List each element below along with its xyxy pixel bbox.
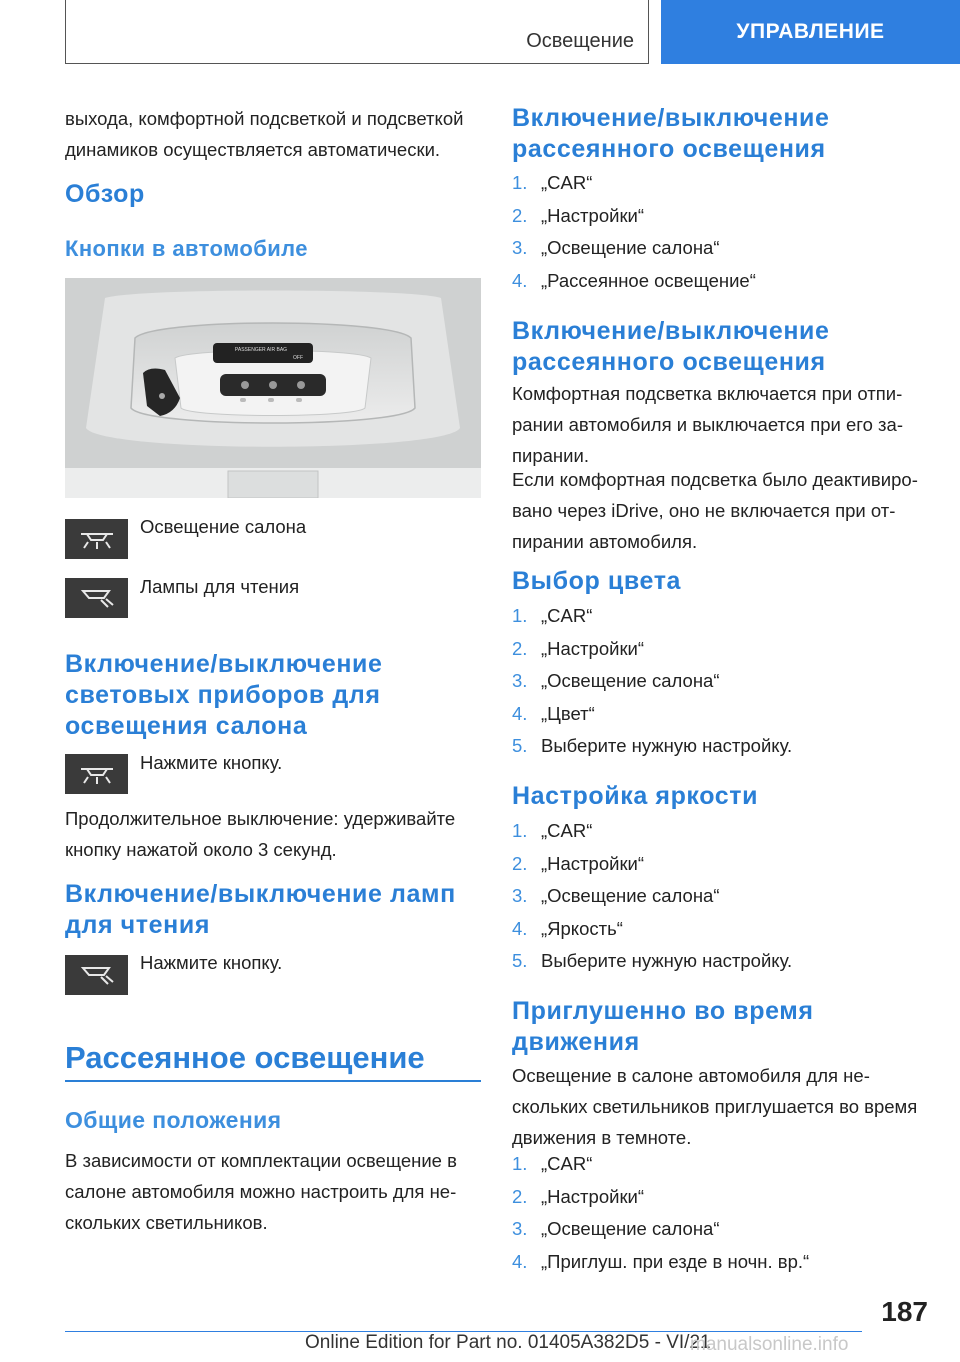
intro-text: выхода, комфортной подсветкой и подсветкой динамиков осуществляется автоматически.: [65, 108, 464, 160]
list-item: 5. Выберите нужную настройку.: [512, 735, 793, 756]
list-item: 1. „CAR“: [512, 820, 593, 841]
press-button-text-2: Нажмите кнопку.: [140, 952, 283, 973]
reading-lamp-heading: Включение/выключение ламп для чтения: [65, 880, 456, 939]
color-heading: Выбор цвета: [512, 567, 682, 595]
photo-label-off: OFF: [293, 355, 303, 361]
list-item: 1. „CAR“: [512, 1153, 593, 1174]
section-divider: [65, 1080, 481, 1082]
icon-label-interior-light: Освещение салона: [140, 516, 307, 537]
comfort-text-2: Если комфортная подсветка было деактивировано через iDrive, оно не включается при отпирании автомобиля.: [512, 469, 918, 552]
overview-heading: Обзор: [65, 180, 145, 208]
list-item: 3. „Освещение салона“: [512, 885, 720, 906]
brightness-heading: Настройка яркости: [512, 782, 759, 810]
chapter-tab[interactable]: УПРАВЛЕНИЕ: [661, 0, 960, 64]
color-steps: [512, 600, 932, 763]
list-item: 2. „Настройки“: [512, 204, 645, 226]
list-item: 1. „CAR“: [512, 172, 593, 193]
photo-label-passenger: PASSENGER AIR BAG: [234, 347, 288, 353]
dim-heading: Приглушенно во время движения: [512, 997, 814, 1056]
roof-console-photo: [65, 278, 481, 498]
list-item: 4. „Яркость“: [512, 917, 623, 939]
reading-lamp-icon: [65, 578, 128, 618]
list-item: 1. „CAR“: [512, 605, 593, 626]
section-title: Освещение: [526, 30, 634, 52]
press-button-text: Нажмите кнопку.: [140, 752, 283, 773]
interior-light-heading: Включение/выключение световых приборов для освещения салона: [65, 650, 383, 740]
comfort-text-1: Комфортная подсветка включается при отпирании автомобиля и выключается при его запирании.: [512, 383, 903, 466]
edition-text: Online Edition for Part no. 01405A382D5 - VI/21: [305, 1332, 711, 1353]
watermark: manualsonline.info: [690, 1334, 849, 1355]
general-text: В зависимости от комплектации освещение в салоне автомобиля можно настроить для нескольких светильников.: [65, 1150, 457, 1233]
ambient-heading: Рассеянное освещение: [65, 1040, 425, 1075]
list-item: 3. „Освещение салона“: [512, 237, 720, 258]
ambient-onoff-heading: Включение/выключение рассеянного освещения: [512, 104, 830, 163]
reading-lamp-icon: [65, 955, 128, 995]
general-heading: Общие положения: [65, 1107, 282, 1133]
page-number: 187: [881, 1296, 928, 1327]
list-item: 4. „Рассеянное освещение“: [512, 269, 756, 291]
list-item: 2. „Настройки“: [512, 637, 645, 659]
list-item: 4. „Приглуш. при езде в ночн. вр.“: [512, 1250, 810, 1272]
dim-steps: [512, 1148, 932, 1278]
dim-text: Освещение в салоне автомобиля для нескольких светильников приглушается во время движения в темноте.: [512, 1065, 918, 1148]
buttons-heading: Кнопки в автомобиле: [65, 236, 308, 261]
interior-light-icon: [65, 519, 128, 559]
list-item: 2. „Настройки“: [512, 1185, 645, 1207]
icon-label-reading-lamp: Лампы для чтения: [140, 576, 300, 597]
list-item: 5. Выберите нужную настройку.: [512, 950, 793, 971]
list-item: 3. „Освещение салона“: [512, 1218, 720, 1239]
ambient-onoff-steps: [512, 167, 932, 297]
interior-light-icon: [65, 754, 128, 794]
brightness-steps: [512, 815, 932, 978]
header-section-box: [65, 0, 649, 64]
list-item: 2. „Настройки“: [512, 852, 645, 874]
list-item: 3. „Освещение салона“: [512, 670, 720, 691]
hold-text: Продолжительное выключение: удерживайте кнопку нажатой около 3 секунд.: [65, 808, 456, 860]
list-item: 4. „Цвет“: [512, 702, 595, 724]
comfort-heading: Включение/выключение рассеянного освещения: [512, 317, 830, 376]
